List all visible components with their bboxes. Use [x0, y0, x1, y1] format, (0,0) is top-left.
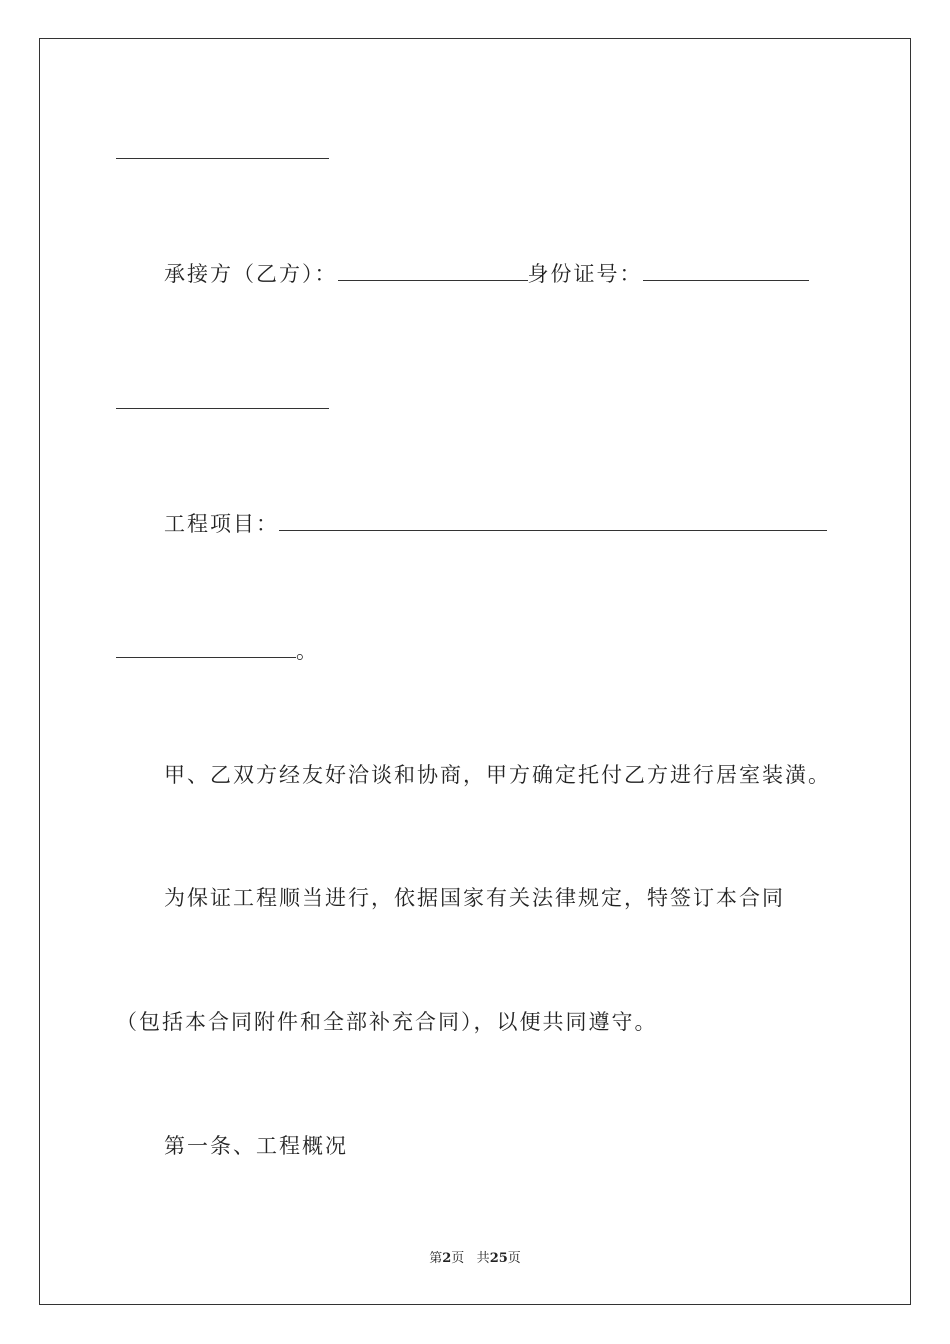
- party-b-line: [164, 260, 809, 288]
- project-field[interactable]: [279, 510, 827, 531]
- period: 。: [296, 639, 319, 663]
- footer-prefix: 第: [429, 1251, 443, 1266]
- section-1-heading: 第一条、工程概况: [164, 1134, 348, 1158]
- paragraph-1: 甲、乙双方经友好洽谈和协商，甲方确定托付乙方进行居室装潢。: [164, 763, 831, 787]
- project-label: 工程项目：: [164, 512, 279, 536]
- blank-line-2: [116, 408, 329, 409]
- footer-total-prefix: 共: [476, 1251, 490, 1266]
- party-b-label: 承接方（乙方）：: [164, 262, 338, 286]
- project-field-continuation[interactable]: [116, 637, 296, 658]
- party-b-name-field[interactable]: [338, 260, 528, 281]
- blank-line-top: [116, 158, 329, 159]
- paragraph-2-line-2: （包括本合同附件和全部补充合同），以便共同遵守。: [116, 1010, 658, 1034]
- project-line: [164, 510, 827, 538]
- footer-page-suffix: 页: [451, 1251, 465, 1266]
- id-number-field[interactable]: [643, 260, 809, 281]
- page-footer: [0, 1247, 950, 1266]
- footer-total-pages: 25: [489, 1251, 508, 1266]
- paragraph-2-line-1: 为保证工程顺当进行，依据国家有关法律规定，特签订本合同: [164, 886, 785, 910]
- footer-total-suffix: 页: [507, 1251, 521, 1266]
- project-continuation: [116, 637, 319, 665]
- page-frame: [39, 38, 911, 1305]
- id-number-label: 身份证号：: [527, 262, 643, 286]
- footer-page-number: 2: [442, 1251, 452, 1266]
